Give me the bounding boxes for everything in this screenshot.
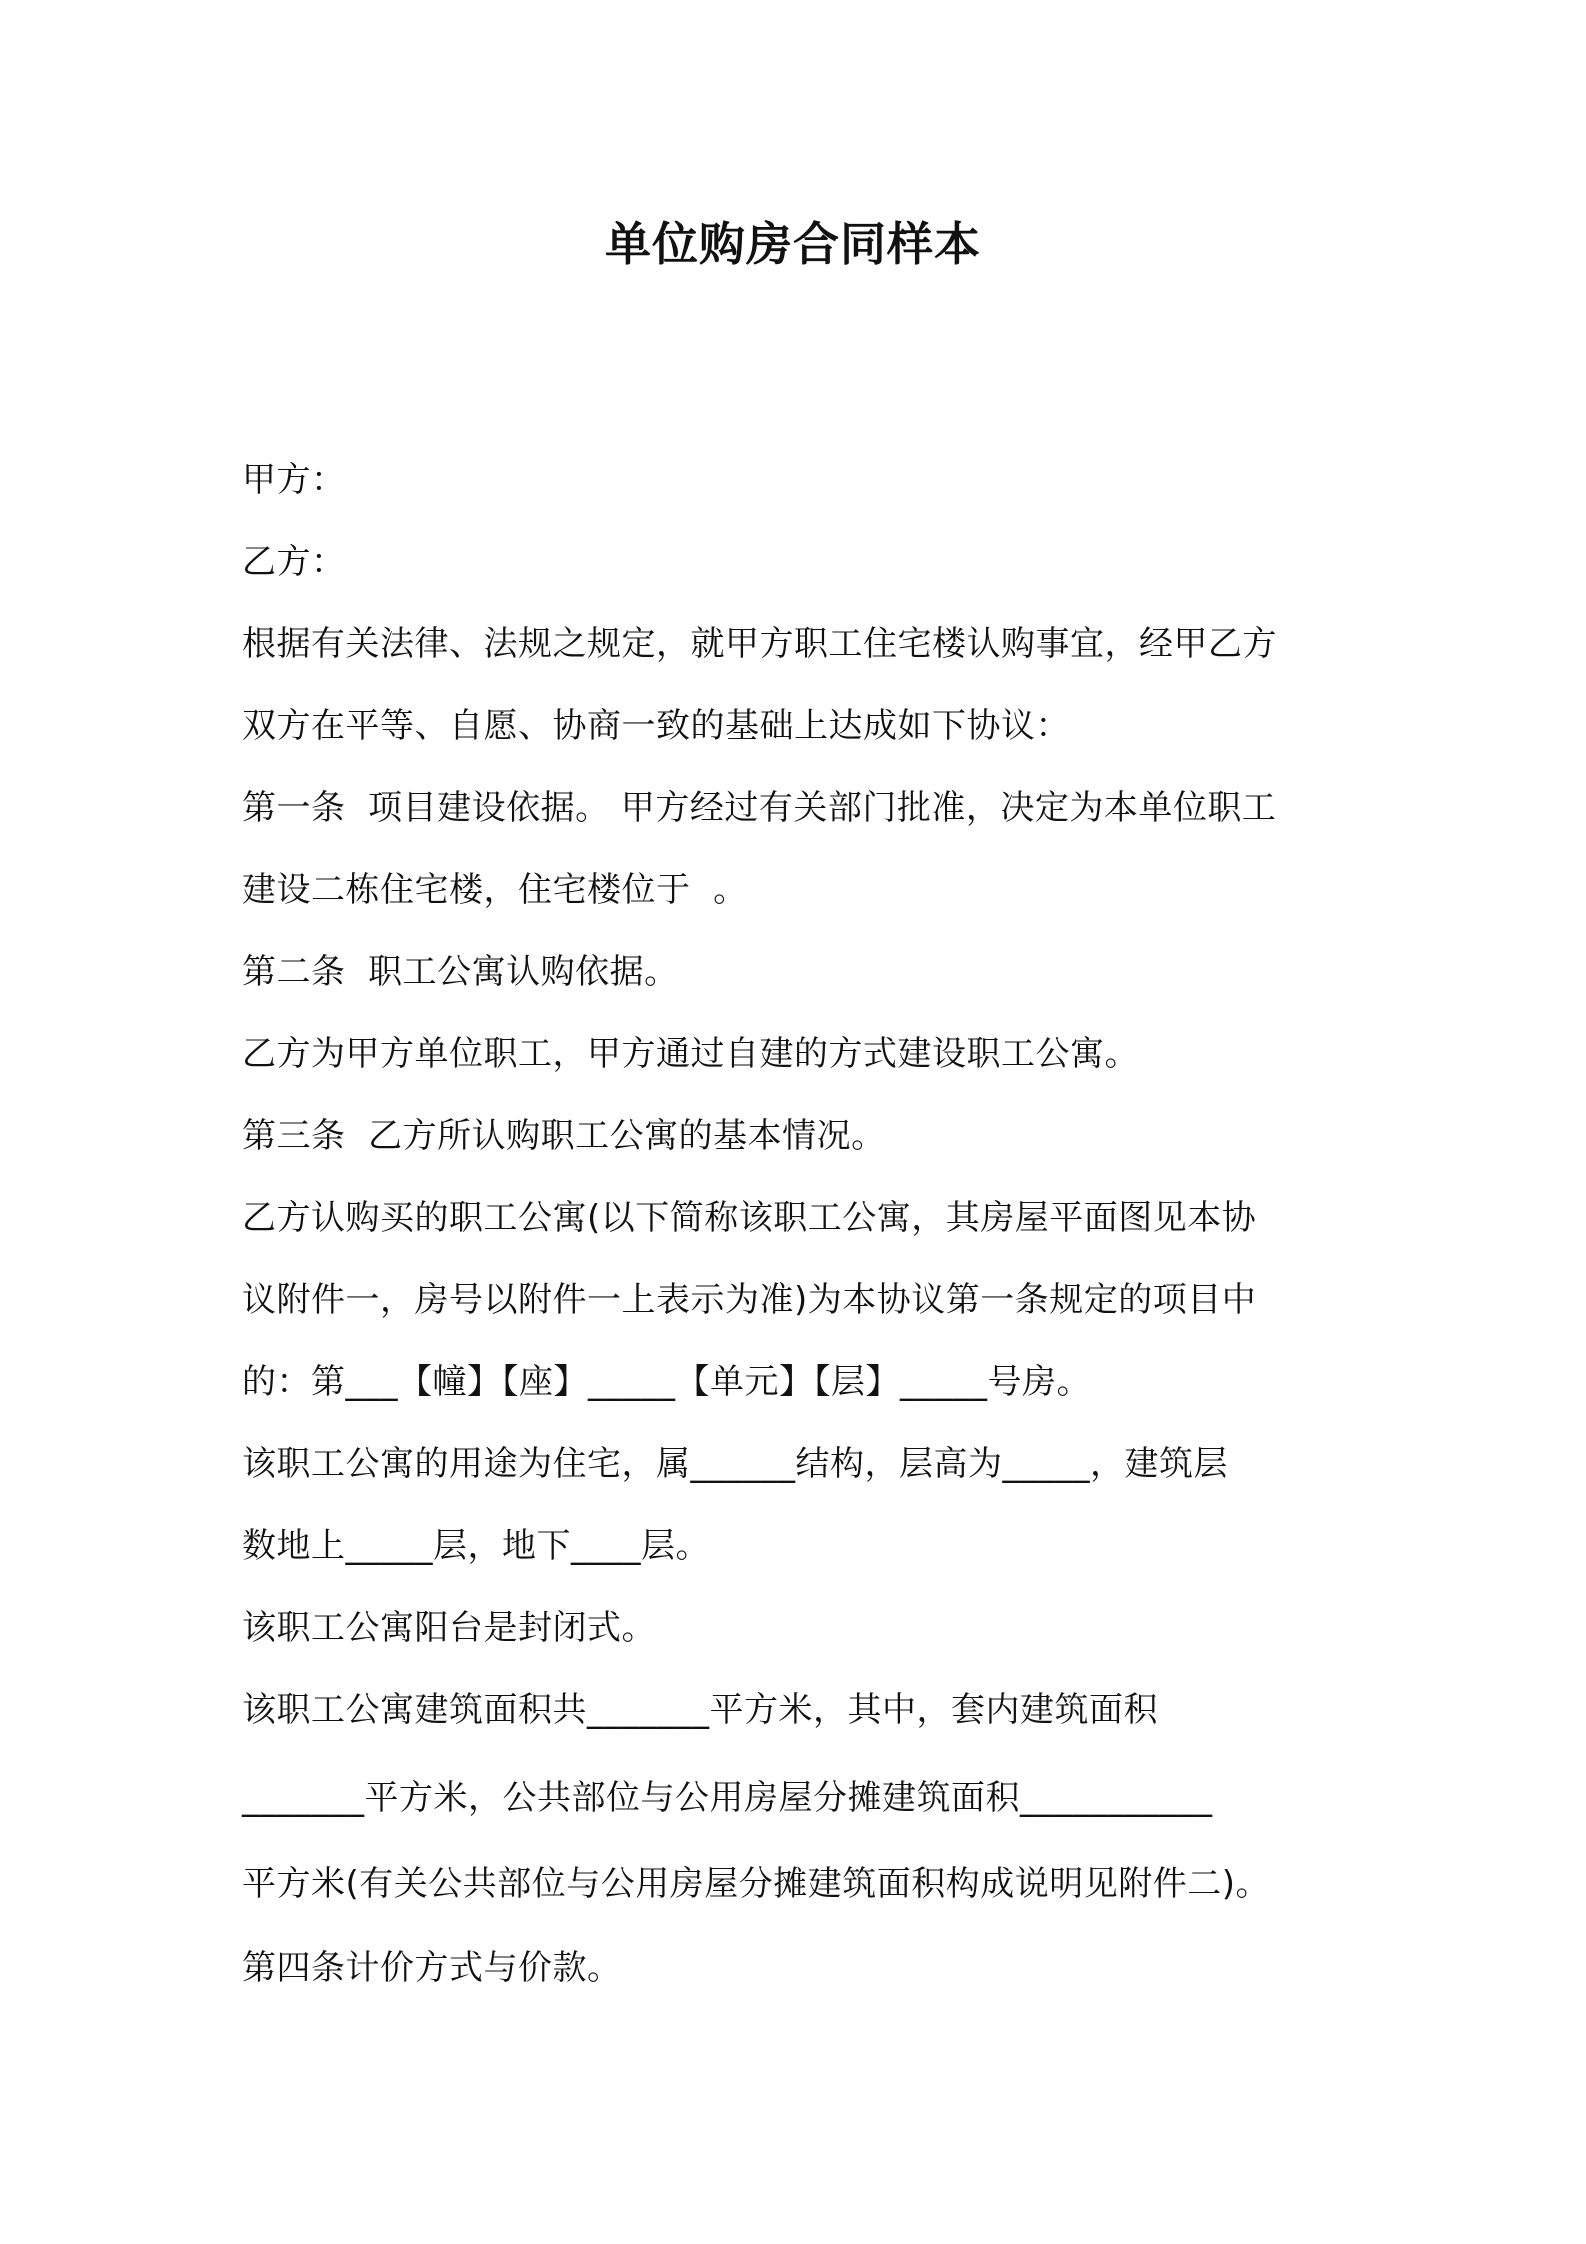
text-line: 乙方为甲方单位职工，甲方通过自建的方式建设职工公寓。 [242, 1034, 1139, 1074]
text-line: 的：第___【幢】【座】_____【单元】【层】_____号房。 [242, 1362, 1091, 1402]
party-a-line: 甲方： [242, 460, 346, 500]
article-1-line: 第一条 项目建设依据。 甲方经过有关部门批准，决定为本单位职工 [242, 788, 1277, 828]
text-line: 乙方认购买的职工公寓(以下简称该职工公寓，其房屋平面图见本协 [242, 1198, 1257, 1238]
article-2-line: 第二条 职工公寓认购依据。 [242, 952, 679, 992]
text-line: 建设二栋住宅楼，住宅楼位于 。 [242, 870, 748, 910]
text-line: 数地上_____层，地下____层。 [242, 1526, 710, 1566]
text-line: 该职工公寓建筑面积共_______平方米，其中，套内建筑面积 [242, 1690, 1158, 1730]
text-line: 双方在平等、自愿、协商一致的基础上达成如下协议： [242, 706, 1070, 746]
document-title: 单位购房合同样本 [605, 217, 981, 271]
text-line: 议附件一，房号以附件一上表示为准)为本协议第一条规定的项目中 [242, 1280, 1257, 1320]
article-3-line: 第三条 乙方所认购职工公寓的基本情况。 [242, 1116, 886, 1156]
text-line: _______平方米，公共部位与公用房屋分摊建筑面积___________ [242, 1778, 1213, 1818]
text-line: 根据有关法律、法规之规定，就甲方职工住宅楼认购事宜，经甲乙方 [242, 624, 1277, 664]
text-line: 该职工公寓阳台是封闭式。 [242, 1608, 656, 1648]
text-line: 该职工公寓的用途为住宅，属______结构，层高为_____，建筑层 [242, 1444, 1228, 1484]
text-line: 平方米(有关公共部位与公用房屋分摊建筑面积构成说明见附件二)。 [242, 1864, 1271, 1904]
party-b-line: 乙方： [242, 542, 346, 582]
article-4-line: 第四条计价方式与价款。 [242, 1948, 622, 1988]
